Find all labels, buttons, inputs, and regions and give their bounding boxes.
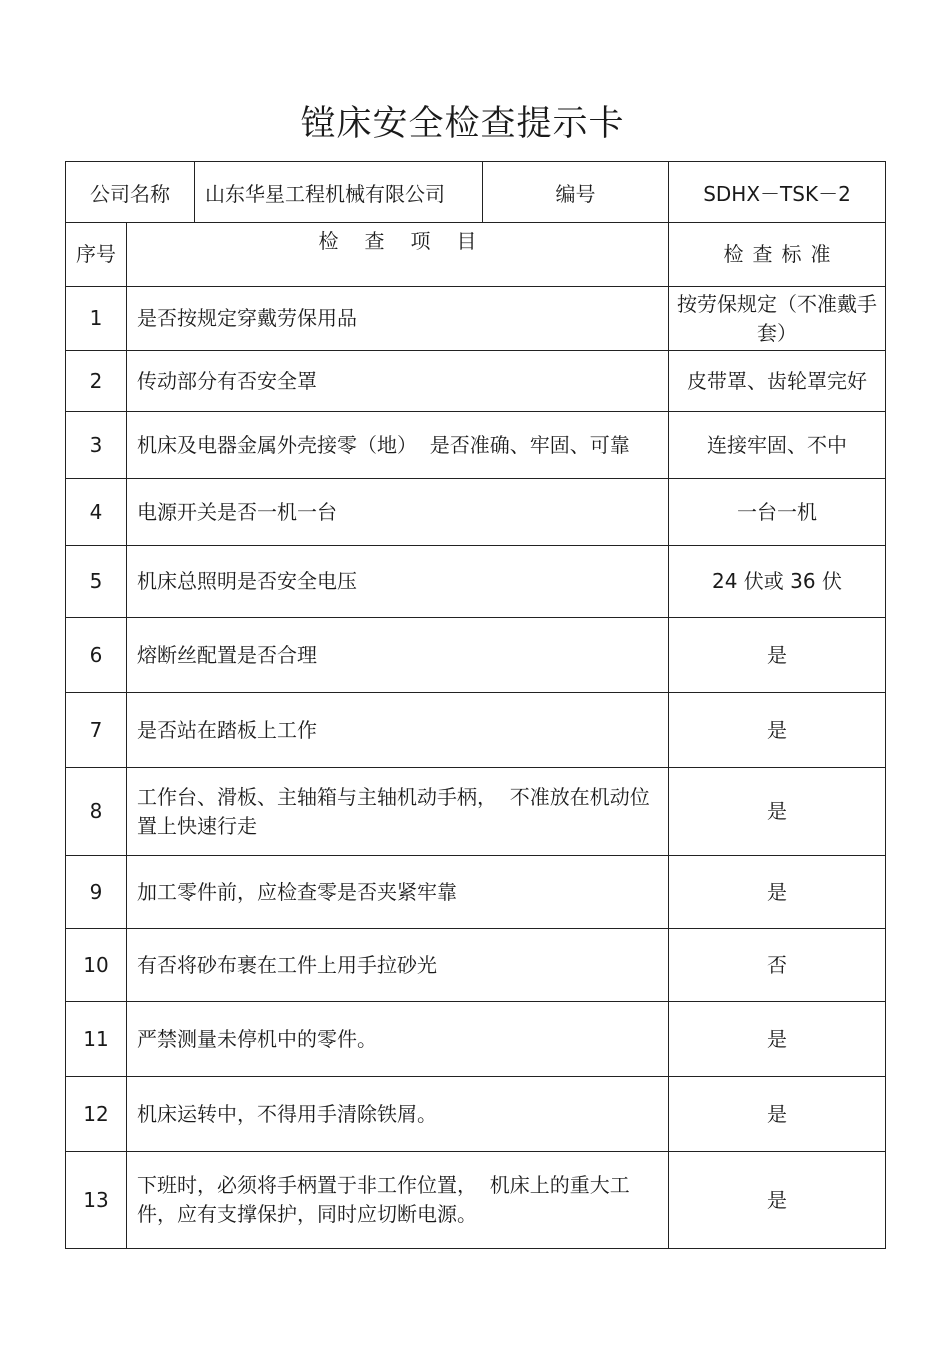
- column-item: 检查项目: [127, 223, 669, 287]
- table-row: [66, 618, 886, 693]
- row-standard: 否: [669, 929, 886, 1002]
- row-standard: 是: [669, 1152, 886, 1249]
- row-item: 熔断丝配置是否合理: [127, 618, 669, 693]
- table-row: [66, 768, 886, 856]
- row-standard: 一台一机: [669, 479, 886, 546]
- row-standard: 是: [669, 618, 886, 693]
- table-row: [66, 1152, 886, 1249]
- company-label: 公司名称: [66, 162, 195, 223]
- row-standard: 是: [669, 1077, 886, 1152]
- row-standard: 按劳保规定（不准戴手套）: [669, 287, 886, 351]
- column-seq: 序号: [66, 223, 127, 287]
- row-standard: 24 伏或 36 伏: [669, 546, 886, 618]
- row-seq: 6: [66, 618, 127, 693]
- table-row: [66, 929, 886, 1002]
- row-item: 严禁测量未停机中的零件。: [127, 1002, 669, 1077]
- row-seq: 11: [66, 1002, 127, 1077]
- row-seq: 12: [66, 1077, 127, 1152]
- table-row: [66, 351, 886, 412]
- row-item: 加工零件前，应检查零是否夹紧牢靠: [127, 856, 669, 929]
- row-standard: 是: [669, 1002, 886, 1077]
- table-row: [66, 546, 886, 618]
- row-item: 有否将砂布裹在工件上用手拉砂光: [127, 929, 669, 1002]
- row-seq: 9: [66, 856, 127, 929]
- page-title: 镗床安全检查提示卡: [300, 104, 625, 144]
- row-seq: 7: [66, 693, 127, 768]
- row-item: 机床总照明是否安全电压: [127, 546, 669, 618]
- table-row: [66, 693, 886, 768]
- row-seq: 8: [66, 768, 127, 856]
- checklist-table: [65, 222, 886, 1249]
- code-label: 编号: [483, 162, 669, 223]
- header-table: [65, 161, 886, 223]
- row-item: 工作台、滑板、主轴箱与主轴机动手柄， 不准放在机动位置上快速行走: [127, 768, 669, 856]
- row-seq: 5: [66, 546, 127, 618]
- row-seq: 2: [66, 351, 127, 412]
- row-item: 传动部分有否安全罩: [127, 351, 669, 412]
- code-value: SDHX－TSK－2: [669, 162, 886, 223]
- row-standard: 是: [669, 856, 886, 929]
- row-item: 机床运转中，不得用手清除铁屑。: [127, 1077, 669, 1152]
- column-standard: 检查标准: [669, 223, 886, 287]
- table-row: [66, 412, 886, 479]
- row-item: 电源开关是否一机一台: [127, 479, 669, 546]
- table-row: [66, 856, 886, 929]
- table-row: [66, 1077, 886, 1152]
- row-standard: 是: [669, 693, 886, 768]
- row-standard: 是: [669, 768, 886, 856]
- row-item: 机床及电器金属外壳接零（地） 是否准确、牢固、可靠: [127, 412, 669, 479]
- row-seq: 13: [66, 1152, 127, 1249]
- row-seq: 10: [66, 929, 127, 1002]
- column-header-row: [66, 223, 886, 287]
- table-row: [66, 1002, 886, 1077]
- table-row: [66, 287, 886, 351]
- company-value: 山东华星工程机械有限公司: [195, 162, 483, 223]
- row-item: 下班时，必须将手柄置于非工作位置， 机床上的重大工件，应有支撑保护，同时应切断电源。: [127, 1152, 669, 1249]
- row-item: 是否按规定穿戴劳保用品: [127, 287, 669, 351]
- table-row: [66, 479, 886, 546]
- row-standard: 皮带罩、齿轮罩完好: [669, 351, 886, 412]
- row-seq: 1: [66, 287, 127, 351]
- row-item: 是否站在踏板上工作: [127, 693, 669, 768]
- row-seq: 3: [66, 412, 127, 479]
- row-seq: 4: [66, 479, 127, 546]
- row-standard: 连接牢固、不中: [669, 412, 886, 479]
